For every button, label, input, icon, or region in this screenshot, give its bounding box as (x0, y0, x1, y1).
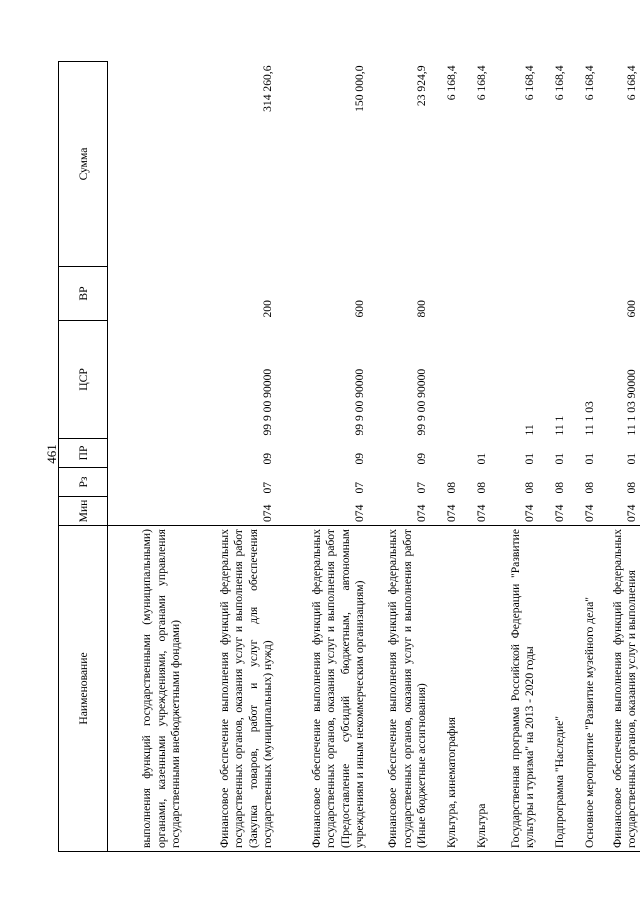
table-row (462, 62, 492, 852)
row-rz: 08 (583, 481, 596, 494)
row-sum: 6 168,4 (475, 65, 488, 101)
row-sum (108, 62, 186, 267)
row-min: 074 (583, 504, 596, 522)
row-name: выполнения функций государственными (муниципальными) органами, казенными учреждениями, органами управления государственными внебюджетными фондами) (108, 526, 186, 852)
row-vr: 600 (353, 300, 366, 318)
row-csr: 11 1 03 (583, 401, 596, 436)
row-pr: 01 (475, 452, 488, 465)
table-row (278, 62, 370, 852)
row-rz: 07 (261, 481, 274, 494)
row-name: Финансовое обеспечение выполнения функций федеральных государственных органов, оказания услуг и выполнения работ (Закупка товаров, работ и услуг для обеспечения государственных (муниципальных) нужд) (186, 526, 278, 852)
row-min (108, 497, 186, 526)
row-rz: 08 (523, 481, 536, 494)
row-pr: 09 (353, 452, 366, 465)
row-name: Культура (462, 526, 492, 852)
row-pr: 09 (415, 452, 428, 465)
row-sum: 150 000,0 (353, 65, 366, 112)
row-pr: 01 (625, 452, 638, 465)
row-min: 074 (475, 504, 488, 522)
table-row (186, 62, 278, 852)
row-min: 074 (625, 504, 638, 522)
row-csr: 11 1 (553, 415, 566, 436)
row-min: 074 (523, 504, 536, 522)
row-sum: 6 168,4 (523, 65, 536, 101)
rotated-page (58, 62, 638, 852)
row-pr (432, 439, 462, 468)
header-min: Мин (59, 497, 108, 526)
table-row (108, 62, 186, 852)
table-row (600, 62, 640, 852)
row-min: 074 (415, 504, 428, 522)
header-row (59, 62, 108, 852)
row-sum: 6 168,4 (583, 65, 596, 101)
header-pr: ПР (59, 439, 108, 468)
row-name: Государственная программа Российской Федерации "Развитие культуры и туризма" на 2013 - 2020 годы (492, 526, 540, 852)
row-vr (108, 267, 186, 321)
row-min: 074 (445, 504, 458, 522)
budget-table (58, 61, 640, 852)
row-rz: 08 (625, 481, 638, 494)
row-rz: 08 (475, 481, 488, 494)
row-rz: 07 (353, 481, 366, 494)
row-name: Основное мероприятие "Развитие музейного дела" (570, 526, 600, 852)
row-csr (108, 321, 186, 439)
table-row (540, 62, 570, 852)
row-rz: 08 (553, 481, 566, 494)
row-sum: 6 168,4 (553, 65, 566, 101)
header-rz: Рз (59, 468, 108, 497)
row-vr (570, 267, 600, 321)
row-name: Финансовое обеспечение выполнения функций федеральных государственных органов, оказания услуг и выполнения работ (Предоставление субсидий бюджетным, автономным учреждениям и иным некоммерческим организациям) (278, 526, 370, 852)
row-pr (108, 439, 186, 468)
row-sum: 6 168,4 (625, 65, 638, 101)
row-pr: 01 (583, 452, 596, 465)
row-csr (462, 321, 492, 439)
row-csr (432, 321, 462, 439)
row-vr (492, 267, 540, 321)
row-vr (462, 267, 492, 321)
header-name: Наименование (59, 526, 108, 852)
header-csr: ЦСР (59, 321, 108, 439)
page-number: 461 (44, 444, 59, 464)
row-name: Подпрограмма "Наследие" (540, 526, 570, 852)
row-csr: 11 (523, 424, 536, 436)
row-min: 074 (553, 504, 566, 522)
row-csr: 99 9 00 90000 (261, 368, 274, 436)
row-rz: 08 (445, 481, 458, 494)
row-min: 074 (353, 504, 366, 522)
row-csr: 99 9 00 90000 (415, 368, 428, 436)
row-name: Культура, кинематография (432, 526, 462, 852)
row-name: Финансовое обеспечение выполнения функций федеральных государственных органов, оказания услуг и выполнения (600, 526, 640, 852)
row-vr: 200 (261, 300, 274, 318)
row-sum: 23 924,9 (415, 65, 428, 107)
row-rz: 07 (415, 481, 428, 494)
row-pr: 01 (523, 452, 536, 465)
row-csr: 99 9 00 90000 (353, 368, 366, 436)
table-row (492, 62, 540, 852)
table-row (370, 62, 432, 852)
header-vr: ВР (59, 267, 108, 321)
row-vr: 600 (625, 300, 638, 318)
row-pr: 09 (261, 452, 274, 465)
row-sum: 6 168,4 (445, 65, 458, 101)
row-sum: 314 260,6 (261, 65, 274, 112)
table-row (432, 62, 462, 852)
header-sum: Сумма (59, 62, 108, 267)
row-name: Финансовое обеспечение выполнения функций федеральных государственных органов, оказания услуг и выполнения работ (Иные бюджетные ассигнования) (370, 526, 432, 852)
row-vr: 800 (415, 300, 428, 318)
row-vr (432, 267, 462, 321)
row-csr: 11 1 03 90000 (625, 369, 638, 436)
row-rz (108, 468, 186, 497)
row-min: 074 (261, 504, 274, 522)
row-vr (540, 267, 570, 321)
row-pr: 01 (553, 452, 566, 465)
table-row (570, 62, 600, 852)
